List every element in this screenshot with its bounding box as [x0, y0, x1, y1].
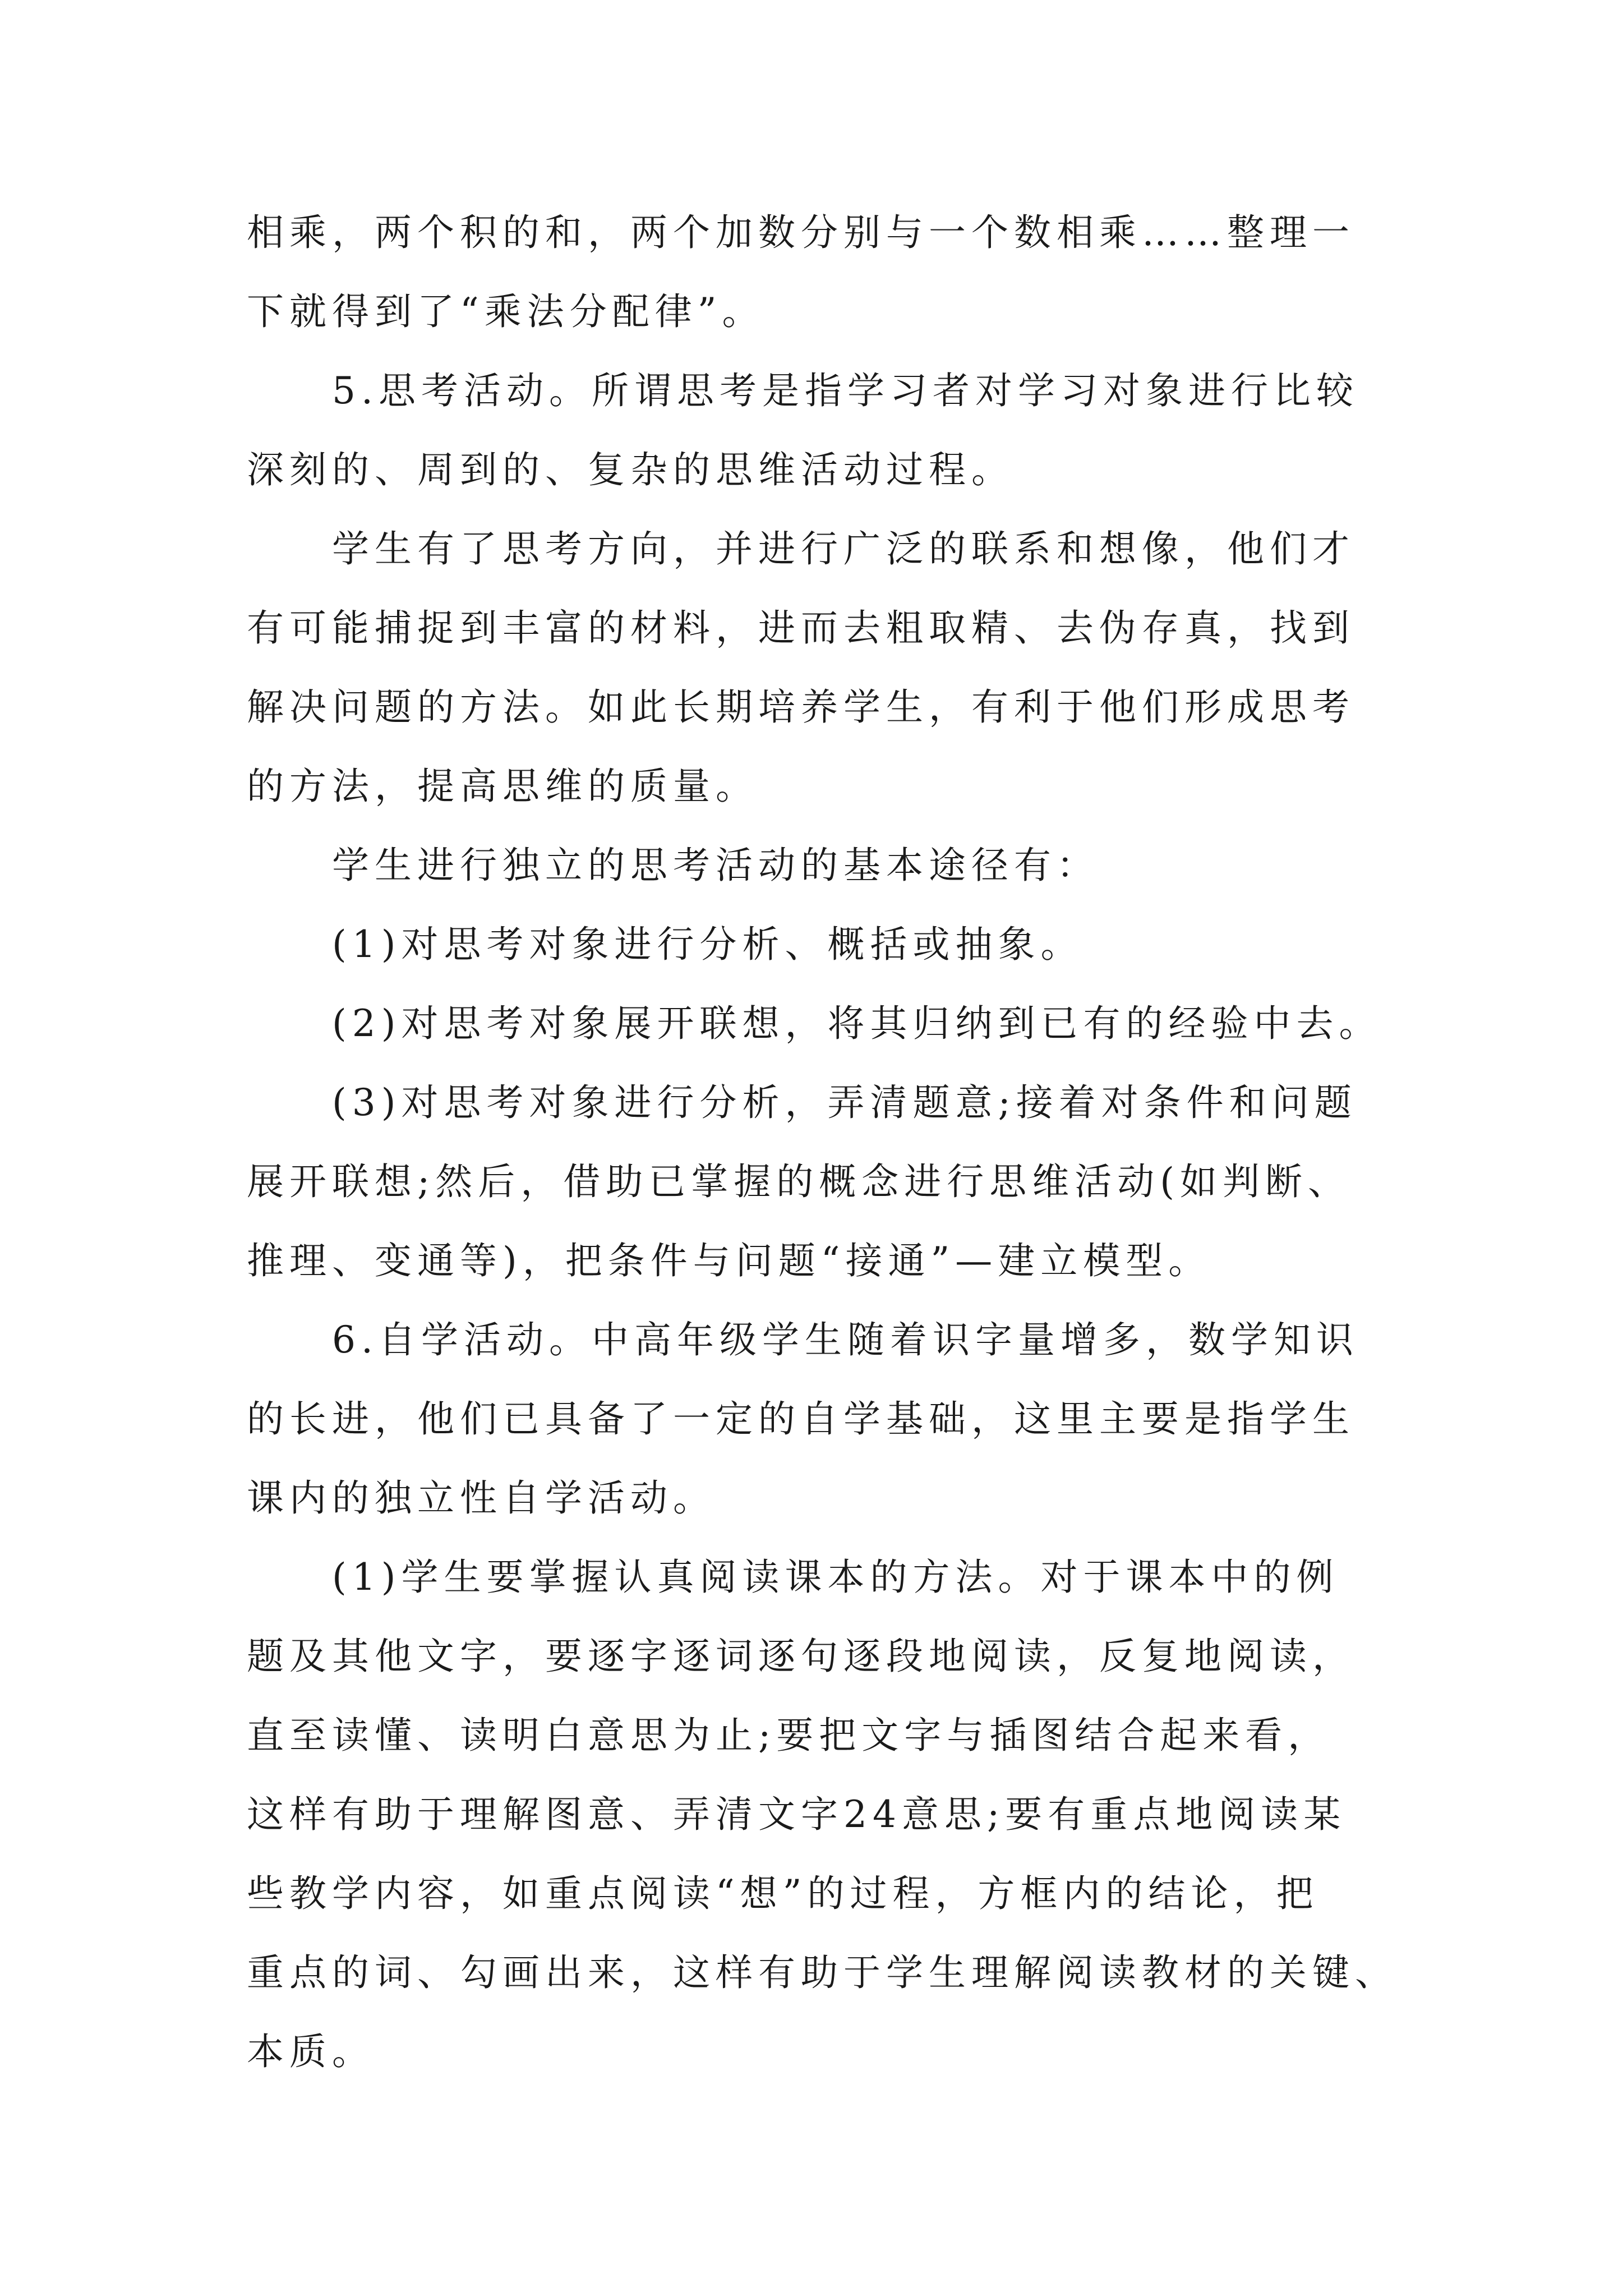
text-line: 推理、变通等)，把条件与问题“接通”—建立模型。 [247, 1239, 1211, 1282]
text-line: 相乘，两个积的和，两个加数分别与一个数相乘……整理一 [247, 211, 1355, 254]
text-line: 本质。 [247, 2030, 375, 2073]
text-line: 6.自学活动。中高年级学生随着识字量增多，数学知识 [332, 1318, 1359, 1361]
text-line: 有可能捕捉到丰富的材料，进而去粗取精、去伪存真，找到 [247, 606, 1355, 650]
text-line: 展开联想;然后，借助已掌握的概念进行思维活动(如判断、 [247, 1160, 1350, 1203]
text-line: 下就得到了“乘法分配律”。 [247, 290, 765, 333]
text-line: (1)学生要掌握认真阅读课本的方法。对于课本中的例 [332, 1556, 1339, 1599]
text-line: 的方法，提高思维的质量。 [247, 765, 758, 808]
text-line: 的长进，他们已具备了一定的自学基础，这里主要是指学生 [247, 1397, 1355, 1441]
text-line: 学生进行独立的思考活动的基本途径有： [332, 844, 1099, 887]
text-line: 深刻的、周到的、复杂的思维活动过程。 [247, 448, 1014, 491]
text-line: 些教学内容，如重点阅读“想”的过程，方框内的结论，把 [247, 1872, 1319, 1915]
text-line: 课内的独立性自学活动。 [247, 1476, 716, 1520]
text-line: 5.思考活动。所谓思考是指学习者对学习对象进行比较 [332, 369, 1359, 412]
text-line: (2)对思考对象展开联想，将其归纳到已有的经验中去。 [332, 1002, 1382, 1045]
text-line: (3)对思考对象进行分析，弄清题意;接着对条件和问题 [332, 1081, 1357, 1124]
text-line: 学生有了思考方向，并进行广泛的联系和想像，他们才 [332, 527, 1355, 570]
text-line: (1)对思考对象进行分析、概括或抽象。 [332, 923, 1083, 966]
text-line: 这样有助于理解图意、弄清文字24意思;要有重点地阅读某 [247, 1793, 1347, 1836]
text-line: 直至读懂、读明白意思为止;要把文字与插图结合起来看， [247, 1714, 1331, 1757]
text-line: 题及其他文字，要逐字逐词逐句逐段地阅读，反复地阅读， [247, 1635, 1355, 1678]
text-line: 重点的词、勾画出来，这样有助于学生理解阅读教材的关键、 [247, 1951, 1398, 1994]
text-line: 解决问题的方法。如此长期培养学生，有利于他们形成思考 [247, 685, 1355, 729]
